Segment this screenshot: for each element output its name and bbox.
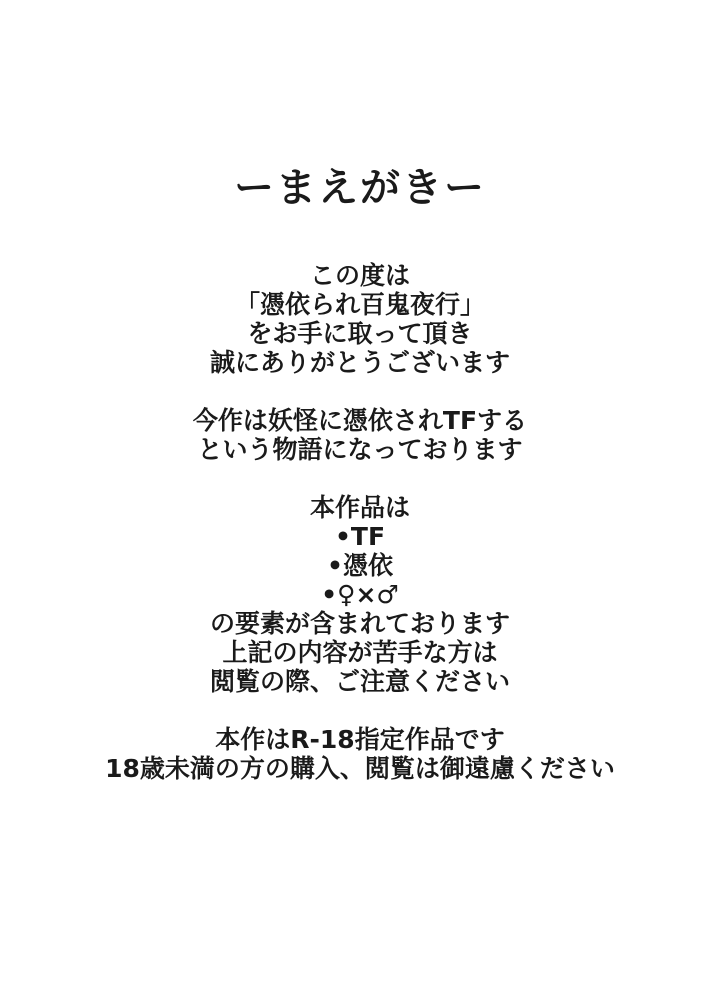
text-line: 18歳未満の方の購入、閲覧は御遠慮ください <box>105 754 615 783</box>
text-line: 今作は妖怪に憑依されTFする <box>192 406 528 435</box>
paragraph-age-notice <box>0 725 720 783</box>
paragraph-gap <box>0 464 720 493</box>
paragraph-gap <box>0 696 720 725</box>
text-line: の要素が含まれております <box>209 609 510 638</box>
text-line: 上記の内容が苦手な方は <box>222 638 498 667</box>
text-line: という物語になっております <box>197 435 523 464</box>
foreword-body <box>0 261 720 783</box>
paragraph-thanks <box>0 261 720 377</box>
text-line: 誠にありがとうございます <box>209 348 510 377</box>
paragraph-warnings <box>0 493 720 696</box>
paragraph-story <box>0 406 720 464</box>
text-line: 本作はR-18指定作品です <box>215 725 505 754</box>
page-title: ーまえがきー <box>234 165 486 211</box>
text-line: 「憑依られ百鬼夜行」 <box>234 290 485 319</box>
paragraph-gap <box>0 377 720 406</box>
warning-item: •TF <box>334 522 386 551</box>
text-line: 本作品は <box>309 493 410 522</box>
text-line: この度は <box>309 261 410 290</box>
warning-item: •憑依 <box>327 551 393 580</box>
text-line: をお手に取って頂き <box>247 319 473 348</box>
warning-item: •♀×♂ <box>321 580 399 609</box>
text-line: 閲覧の際、ご注意ください <box>209 667 510 696</box>
